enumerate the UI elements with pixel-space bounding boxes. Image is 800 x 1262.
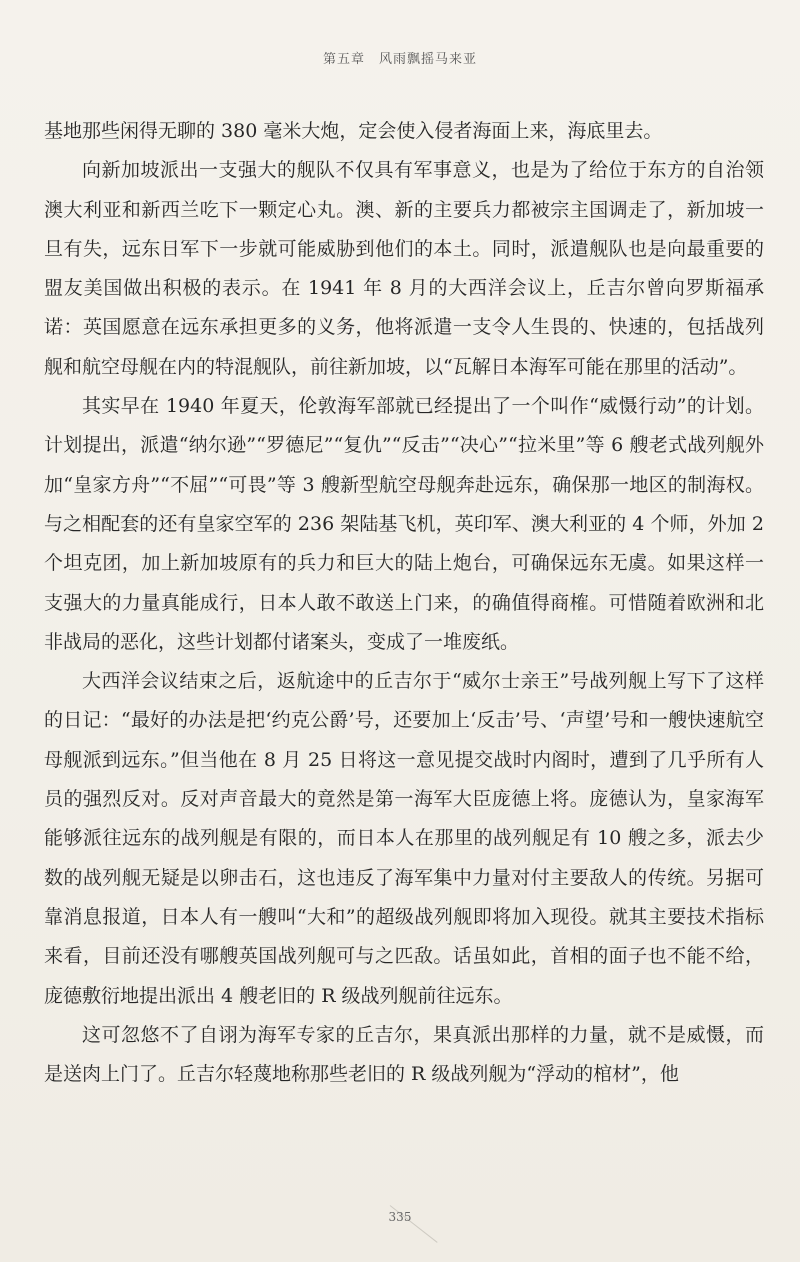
paragraph: 大西洋会议结束之后，返航途中的丘吉尔于“威尔士亲王”号战列舰上写下了这样的日记：“最好的办法是把‘约克公爵’号，还要加上‘反击’号、‘声望’号和一艘快速航空母舰派到远东。”但当他在 8 月 25 日将这一意见提交战时内阁时，遭到了几乎所有人员的强烈反对。反对声音最大的竟然是第一海军大臣庞德上将。庞德认为，皇家海军能够派往远东的战列舰是有限的，而日本人在那里的战列舰足有 10 艘之多，派去少数的战列舰无疑是以卵击石，这也违反了海军集中力量对付主要敌人的传统。另据可靠消息报道，日本人有一艘叫“大和”的超级战列舰即将加入现役。就其主要技术指标来看，目前还没有哪艘英国战列舰可与之匹敌。话虽如此，首相的面子也不能不给，庞德敷衍地提出派出 4 艘老旧的 R 级战列舰前往远东。 [44,670,764,1007]
paragraph: 这可忽悠不了自诩为海军专家的丘吉尔，果真派出那样的力量，就不是威慑，而是送肉上门了。丘吉尔轻蔑地称那些老旧的 R 级战列舰为“浮动的棺材”，他 [44,1023,764,1086]
paragraph: 其实早在 1940 年夏天，伦敦海军部就已经提出了一个叫作“威慑行动”的计划。计划提出，派遣“纳尔逊”“罗德尼”“复仇”“反击”“决心”“拉米里”等 6 艘老式战列舰外加“皇家方舟”“不屈”“可畏”等 3 艘新型航空母舰奔赴远东，确保那一地区的制海权。与之相配套的还有皇家空军的 236 架陆基飞机，英印军、澳大利亚的 4 个师，外加 2 个坦克团，加上新加坡原有的兵力和巨大的陆上炮台，可确保远东无虞。如果这样一支强大的力量真能成行，日本人敢不敢送上门来，的确值得商榷。可惜随着欧洲和北非战局的恶化，这些计划都付诸案头，变成了一堆废纸。 [44,395,764,653]
page-number: 335 [388,1210,412,1224]
text-body [44,112,764,1094]
paragraph: 向新加坡派出一支强大的舰队不仅具有军事意义，也是为了给位于东方的自治领澳大利亚和新西兰吃下一颗定心丸。澳、新的主要兵力都被宗主国调走了，新加坡一旦有失，远东日军下一步就可能威胁到他们的本土。同时，派遣舰队也是向最重要的盟友美国做出积极的表示。在 1941 年 8 月的大西洋会议上，丘吉尔曾向罗斯福承诺：英国愿意在远东承担更多的义务，他将派遣一支令人生畏的、快速的，包括战列舰和航空母舰在内的特混舰队，前往新加坡，以“瓦解日本海军可能在那里的活动”。 [44,159,764,378]
running-head: 第五章 风雨飘摇马来亚 [322,52,477,67]
paragraph: 基地那些闲得无聊的 380 毫米大炮，定会使入侵者海面上来，海底里去。 [44,120,663,142]
